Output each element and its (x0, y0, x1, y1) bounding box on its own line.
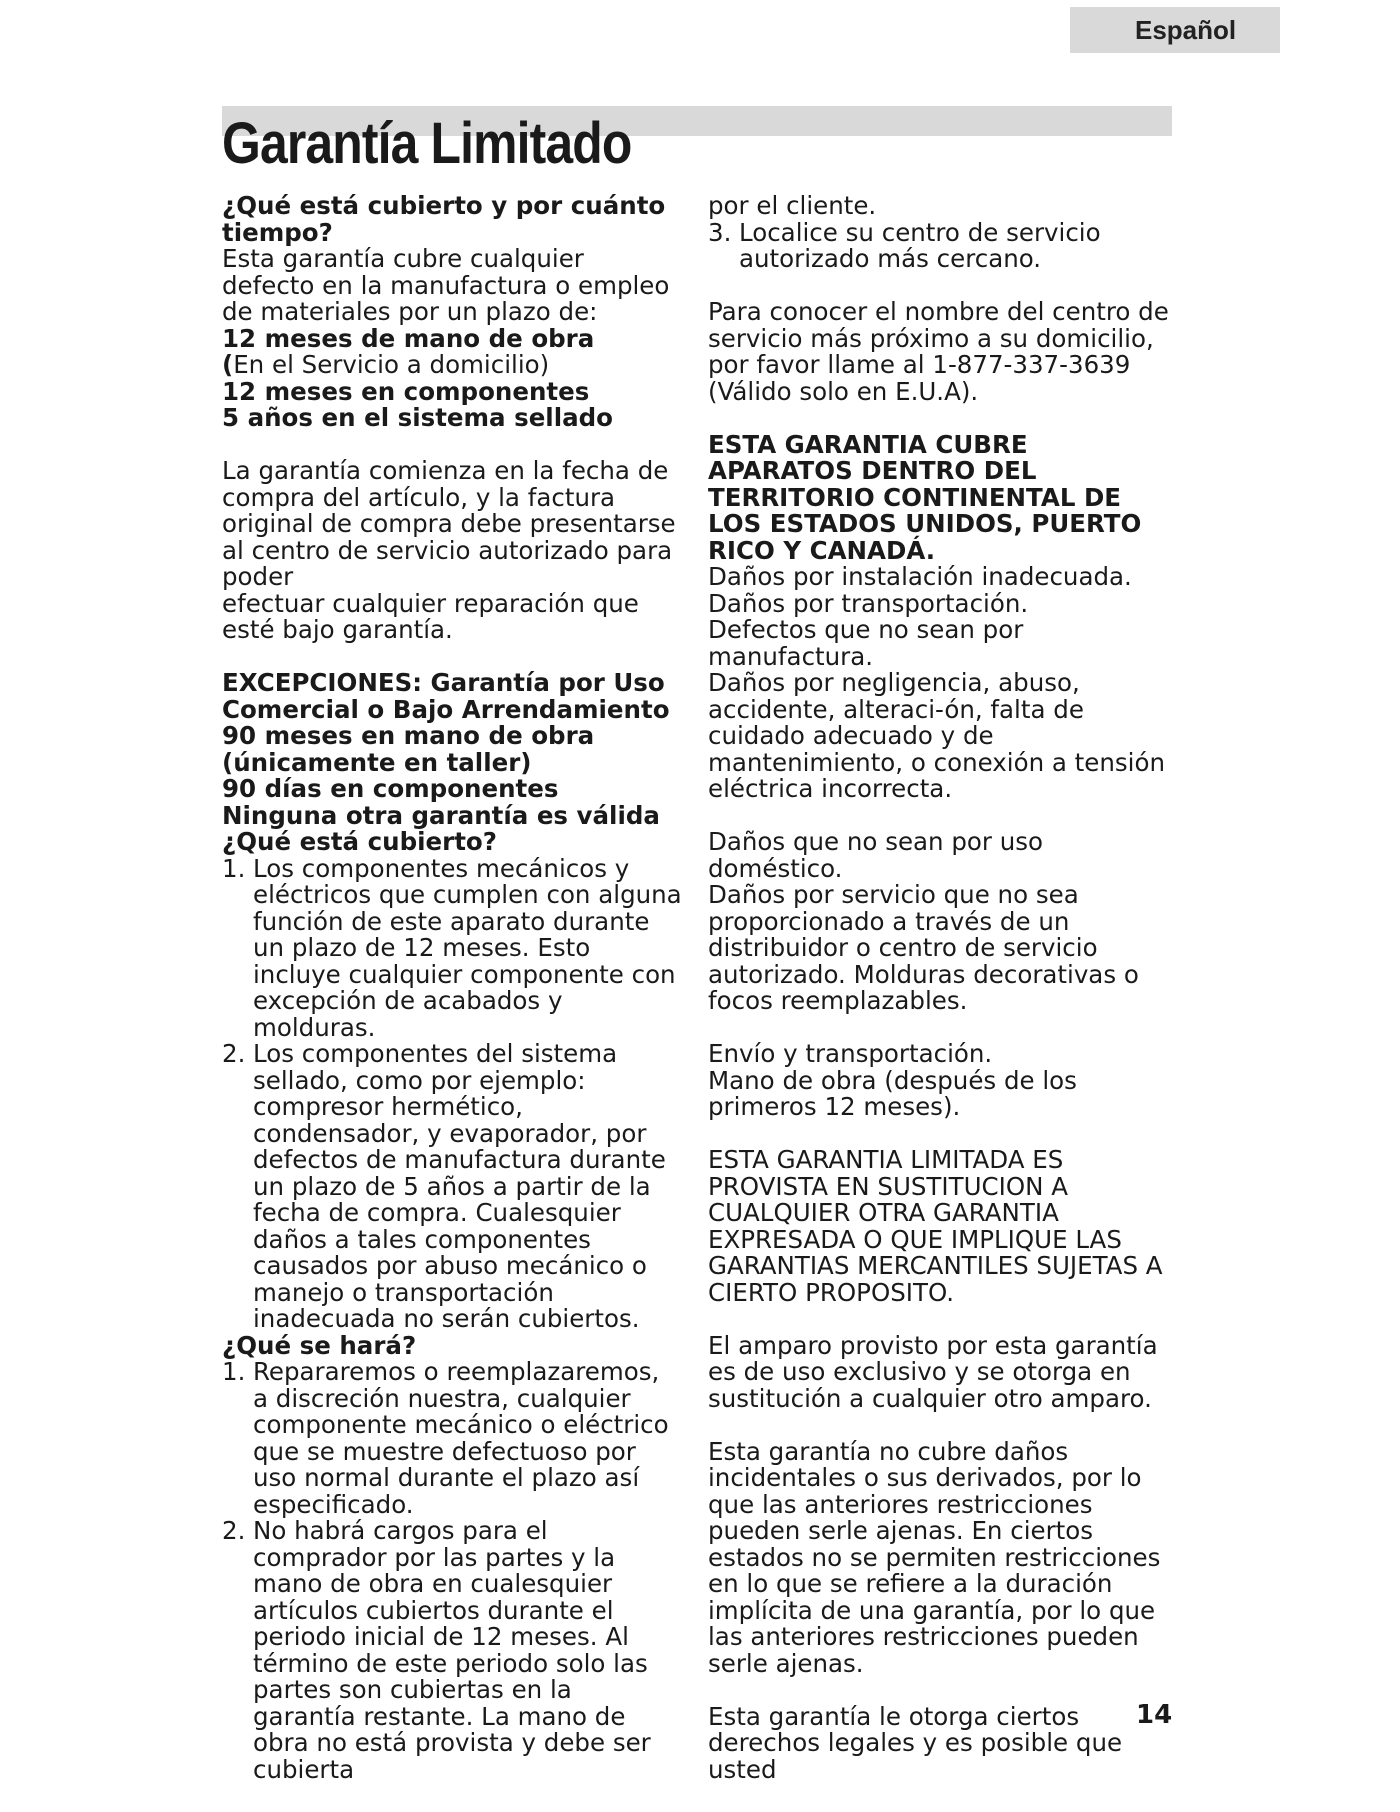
term-labor-note (222, 352, 682, 379)
list-item-text: Localice su centro de servicio autorizado más cercano. (739, 217, 1101, 273)
exceptions-line: 90 meses en mano de obra (únicamente en taller) (222, 721, 595, 777)
list-item (708, 217, 1178, 273)
list-item-text: Repararemos o reemplazaremos, a discreción nuestra, cualquier componente mecánico o eléctrico que se muestre defectuoso por uso normal durante el plazo así especificado. (253, 1357, 669, 1519)
not-covered-item: Mano de obra (después de los primeros 12 meses). (708, 1065, 1077, 1121)
warranty-start-paragraph: La garantía comienza en la fecha de compra del artículo, y la factura original de compra debe presentarse al centro de servicio autorizado para poder (222, 456, 676, 591)
term-labor-paren: ( (222, 350, 234, 379)
list-item (222, 1041, 682, 1333)
not-covered-item: Daños por instalación inadecuada. (708, 562, 1132, 591)
coverage-intro: Esta garantía cubre cualquier defecto en la manufactura o empleo de materiales por un plazo de: (222, 244, 670, 326)
language-tab: Español (1070, 7, 1280, 53)
term-components: 12 meses en componentes (222, 376, 590, 406)
disclaimer-paragraph: ESTA GARANTIA LIMITADA ES PROVISTA EN SUSTITUCION A CUALQUIER OTRA GARANTIA EXPRESADA O QUE IMPLIQUE LAS GARANTIAS MERCANTILES SUJETAS A CIERTO PROPOSITO. (708, 1145, 1163, 1307)
territory-heading: ESTA GARANTIA CUBRE APARATOS DENTRO DEL TERRITORIO CONTINENTAL DE LOS ESTADOS UNIDOS, PUERTO RICO Y CANADÁ. (708, 429, 1142, 565)
incidental-damages-paragraph: Esta garantía no cubre daños incidentales o sus derivados, por lo que las anteriores restricciones pueden serle ajenas. En ciertos estados no se permiten restricciones en lo que se refiere a la duración implícita de una garantía, por lo que las anteriores restricciones pueden serle ajenas. (708, 1436, 1161, 1678)
left-column (222, 193, 682, 1783)
list-item-text: No habrá cargos para el comprador por las partes y la mano de obra en cualesquier artículos cubiertos durante el periodo inicial de 12 meses. Al término de este periodo solo las partes son cubiertas en la garantía restante. La mano de obra no está provista y debe ser cubierta (253, 1516, 651, 1784)
list-item-text: Los componentes mecánicos y eléctricos que cumplen con alguna función de este aparato durante un plazo de 12 meses. Esto incluye cualquier componente con excepción de acabados y molduras. (253, 853, 682, 1042)
term-labor-note-text: En el Servicio a domicilio) (233, 350, 550, 379)
legal-rights-paragraph: Esta garantía le otorga ciertos derechos legales y es posible que usted (708, 1701, 1123, 1784)
right-column (708, 193, 1178, 1783)
term-sealed-system: 5 años en el sistema sellado (222, 403, 614, 432)
exceptions-line: Ninguna otra garantía es válida (222, 800, 660, 830)
exceptions-line: 90 días en componentes (222, 774, 559, 803)
list-item (222, 1359, 682, 1518)
page-number: 14 (1136, 1700, 1173, 1730)
list-item-number: 1. (222, 853, 246, 883)
list-item (222, 853, 682, 1042)
actions-list (222, 1359, 682, 1783)
list-item-number: 2. (222, 1039, 246, 1068)
exceptions-line: EXCEPCIONES: Garantía por Uso Comercial o Bajo Arrendamiento (222, 668, 670, 724)
not-covered-item: Envío y transportación. (708, 1039, 993, 1068)
list-item-number: 3. (708, 217, 732, 247)
not-covered-item: Daños por servicio que no sea proporcionado a través de un distribuidor o centro de servicio autorizado. Molduras decorativas o focos reemplazables. (708, 880, 1139, 1015)
list-item (222, 1518, 682, 1783)
exclusive-remedy-paragraph: El amparo provisto por esta garantía es de uso exclusivo y se otorga en sustitución a cualquier otro amparo. (708, 1330, 1158, 1413)
list-item-number: 1. (222, 1357, 246, 1386)
warranty-start-paragraph-cont: efectuar cualquier reparación que esté bajo garantía. (222, 588, 639, 644)
not-covered-item: Daños que no sean por uso doméstico. (708, 827, 1044, 883)
list-item-number: 2. (222, 1516, 246, 1545)
covered-list (222, 853, 682, 1333)
not-covered-item: Defectos que no sean por manufactura. (708, 615, 1024, 671)
not-covered-item: Daños por negligencia, abuso, accidente, alteraci-ón, falta de cuidado adecuado y de mantenimiento, o conexión a tensión eléctrica incorrecta. (708, 668, 1165, 803)
term-labor: 12 meses de mano de obra (222, 323, 595, 353)
page-title: Garantía Limitado (222, 111, 632, 176)
list-item-text: Los componentes del sistema sellado, como por ejemplo: compresor hermético, condensador, y evaporador, por defectos de manufactura durante un plazo de 5 años a partir de la fecha de compra. Cualesquier daños a tales componentes causados por abuso mecánico o manejo o transportación inadecuada no serán cubiertos. (253, 1039, 666, 1333)
action-2-continuation: por el cliente. (708, 191, 877, 220)
coverage-heading: ¿Qué está cubierto y por cuánto tiempo? (222, 191, 666, 247)
not-covered-item: Daños por transportación. (708, 588, 1029, 618)
actions-heading: ¿Qué se hará? (222, 1330, 417, 1360)
covered-heading: ¿Qué está cubierto? (222, 827, 497, 856)
actions-list-cont (708, 217, 1178, 273)
service-contact-paragraph: Para conocer el nombre del centro de servicio más próximo a su domicilio, por favor llame al 1-877-337-3639 (Válido solo en E.U.A). (708, 297, 1169, 406)
